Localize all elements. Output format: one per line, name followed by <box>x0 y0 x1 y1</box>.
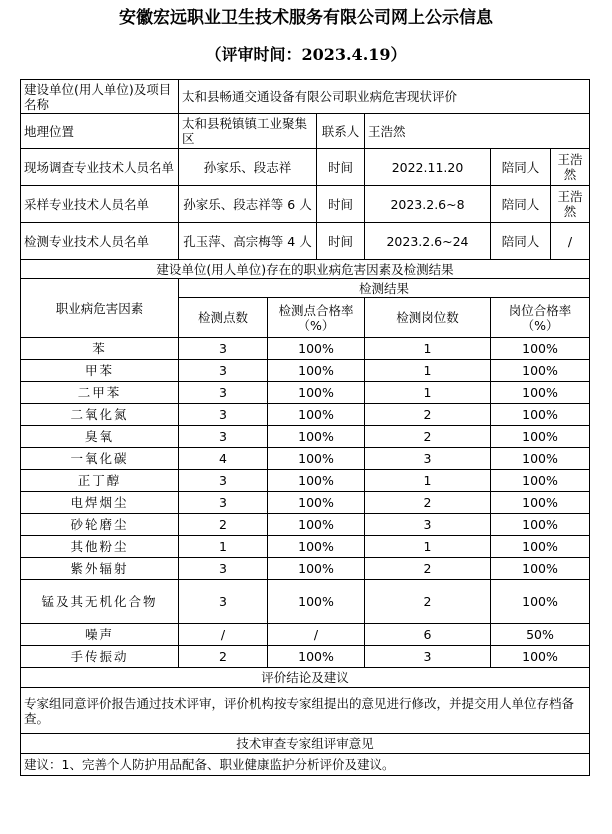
factor-name: 锰及其无机化合物 <box>21 580 179 624</box>
testing-value: 孔玉萍、高宗梅等 4 人 <box>179 223 317 260</box>
detection-header: 检测结果 <box>179 279 590 298</box>
testing-escort-label: 陪同人 <box>491 223 551 260</box>
location-row <box>21 114 590 149</box>
col-posts-header: 检测岗位数 <box>365 298 491 338</box>
points-cell: 3 <box>179 382 268 404</box>
posts-cell: 1 <box>365 470 491 492</box>
posts-cell: 3 <box>365 448 491 470</box>
post-rate-cell: 100% <box>491 536 590 558</box>
factor-name: 手传振动 <box>21 646 179 668</box>
testing-time: 2023.2.6~24 <box>365 223 491 260</box>
sampling-row <box>21 186 590 223</box>
post-rate-cell: 100% <box>491 338 590 360</box>
points-cell: 3 <box>179 470 268 492</box>
posts-cell: 2 <box>365 580 491 624</box>
expert-title: 技术审查专家组评审意见 <box>21 734 590 754</box>
post-rate-cell: 100% <box>491 360 590 382</box>
col-points-header: 检测点数 <box>179 298 268 338</box>
survey-value: 孙家乐、段志祥 <box>179 149 317 186</box>
point-rate-cell: 100% <box>268 646 365 668</box>
factor-name: 噪声 <box>21 624 179 646</box>
point-rate-cell: 100% <box>268 492 365 514</box>
point-rate-cell: 100% <box>268 470 365 492</box>
posts-cell: 3 <box>365 646 491 668</box>
table-row <box>21 382 590 404</box>
posts-cell: 6 <box>365 624 491 646</box>
points-cell: 2 <box>179 514 268 536</box>
posts-cell: 1 <box>365 536 491 558</box>
project-unit-value: 太和县畅通交通设备有限公司职业病危害现状评价 <box>179 80 590 114</box>
point-rate-cell: 100% <box>268 382 365 404</box>
table-row <box>21 624 590 646</box>
survey-time-label: 时间 <box>317 149 365 186</box>
table-row <box>21 646 590 668</box>
location-value: 太和县税镇镇工业聚集区 <box>179 114 317 149</box>
point-rate-cell: 100% <box>268 404 365 426</box>
table-row <box>21 404 590 426</box>
post-rate-cell: 100% <box>491 514 590 536</box>
table-row <box>21 492 590 514</box>
point-rate-cell: / <box>268 624 365 646</box>
point-rate-cell: 100% <box>268 426 365 448</box>
sampling-escort: 王浩然 <box>551 186 590 223</box>
points-cell: 1 <box>179 536 268 558</box>
conclusion-title: 评价结论及建议 <box>21 668 590 688</box>
post-rate-cell: 100% <box>491 558 590 580</box>
results-section-title: 建设单位(用人单位)存在的职业病危害因素及检测结果 <box>21 260 590 279</box>
col-point-rate-header: 检测点合格率（%） <box>268 298 365 338</box>
sampling-label: 采样专业技术人员名单 <box>21 186 179 223</box>
point-rate-cell: 100% <box>268 558 365 580</box>
table-row <box>21 360 590 382</box>
sampling-time: 2023.2.6~8 <box>365 186 491 223</box>
factor-name: 一氧化碳 <box>21 448 179 470</box>
points-cell: 3 <box>179 404 268 426</box>
table-row <box>21 470 590 492</box>
project-unit-label: 建设单位(用人单位)及项目名称 <box>21 80 179 114</box>
posts-cell: 3 <box>365 514 491 536</box>
survey-time: 2022.11.20 <box>365 149 491 186</box>
points-cell: 3 <box>179 338 268 360</box>
point-rate-cell: 100% <box>268 360 365 382</box>
points-cell: 4 <box>179 448 268 470</box>
post-rate-cell: 50% <box>491 624 590 646</box>
point-rate-cell: 100% <box>268 448 365 470</box>
factor-name: 砂轮磨尘 <box>21 514 179 536</box>
posts-cell: 2 <box>365 404 491 426</box>
sampling-time-label: 时间 <box>317 186 365 223</box>
factor-name: 二氧化氮 <box>21 404 179 426</box>
post-rate-cell: 100% <box>491 492 590 514</box>
post-rate-cell: 100% <box>491 448 590 470</box>
post-rate-cell: 100% <box>491 382 590 404</box>
factor-name: 甲苯 <box>21 360 179 382</box>
testing-row <box>21 223 590 260</box>
testing-escort: / <box>551 223 590 260</box>
points-cell: 3 <box>179 492 268 514</box>
table-row <box>21 448 590 470</box>
posts-cell: 2 <box>365 492 491 514</box>
factor-name: 二甲苯 <box>21 382 179 404</box>
disclosure-table <box>20 79 590 776</box>
survey-label: 现场调查专业技术人员名单 <box>21 149 179 186</box>
point-rate-cell: 100% <box>268 338 365 360</box>
factor-name: 电焊烟尘 <box>21 492 179 514</box>
survey-escort-label: 陪同人 <box>491 149 551 186</box>
project-unit-row <box>21 80 590 114</box>
expert-text-row <box>21 754 590 776</box>
post-rate-cell: 100% <box>491 580 590 624</box>
factor-name: 正丁醇 <box>21 470 179 492</box>
table-row <box>21 580 590 624</box>
table-row <box>21 426 590 448</box>
points-cell: 3 <box>179 558 268 580</box>
posts-cell: 2 <box>365 558 491 580</box>
point-rate-cell: 100% <box>268 514 365 536</box>
expert-title-row <box>21 734 590 754</box>
factor-name: 紫外辐射 <box>21 558 179 580</box>
testing-time-label: 时间 <box>317 223 365 260</box>
post-rate-cell: 100% <box>491 646 590 668</box>
post-rate-cell: 100% <box>491 426 590 448</box>
table-row <box>21 536 590 558</box>
conclusion-text-row <box>21 688 590 734</box>
post-rate-cell: 100% <box>491 470 590 492</box>
factor-name: 臭氧 <box>21 426 179 448</box>
page-title: 安徽宏远职业卫生技术服务有限公司网上公示信息 <box>119 8 493 28</box>
sampling-value: 孙家乐、段志祥等 6 人 <box>179 186 317 223</box>
table-row <box>21 514 590 536</box>
point-rate-cell: 100% <box>268 580 365 624</box>
points-cell: 3 <box>179 360 268 382</box>
points-cell: / <box>179 624 268 646</box>
points-cell: 2 <box>179 646 268 668</box>
factor-header: 职业病危害因素 <box>21 279 179 338</box>
factor-name: 苯 <box>21 338 179 360</box>
results-header-row-1 <box>21 279 590 298</box>
conclusion-text: 专家组同意评价报告通过技术评审，评价机构按专家组提出的意见进行修改，并提交用人单位存档备查。 <box>21 688 590 734</box>
posts-cell: 1 <box>365 338 491 360</box>
points-cell: 3 <box>179 580 268 624</box>
results-section-row <box>21 260 590 279</box>
sampling-escort-label: 陪同人 <box>491 186 551 223</box>
col-post-rate-header: 岗位合格率（%） <box>491 298 590 338</box>
contact-label: 联系人 <box>317 114 365 149</box>
location-label: 地理位置 <box>21 114 179 149</box>
factor-name: 其他粉尘 <box>21 536 179 558</box>
contact-value: 王浩然 <box>365 114 590 149</box>
conclusion-title-row <box>21 668 590 688</box>
survey-row <box>21 149 590 186</box>
expert-text: 建议：1、完善个人防护用品配备、职业健康监护分析评价及建议。 <box>21 754 590 776</box>
post-rate-cell: 100% <box>491 404 590 426</box>
posts-cell: 1 <box>365 382 491 404</box>
survey-escort: 王浩然 <box>551 149 590 186</box>
table-row <box>21 338 590 360</box>
testing-label: 检测专业技术人员名单 <box>21 223 179 260</box>
points-cell: 3 <box>179 426 268 448</box>
review-time: （评审时间：2023.4.19） <box>205 45 407 64</box>
posts-cell: 2 <box>365 426 491 448</box>
table-row <box>21 558 590 580</box>
point-rate-cell: 100% <box>268 536 365 558</box>
posts-cell: 1 <box>365 360 491 382</box>
